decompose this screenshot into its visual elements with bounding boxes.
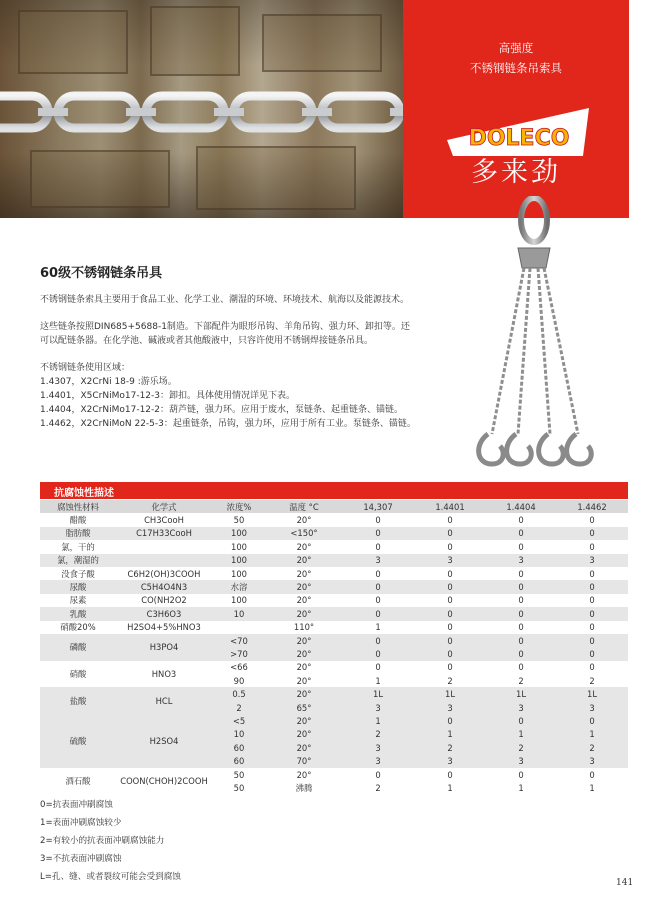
table-cell: 0 bbox=[414, 527, 486, 540]
usage-area-item: 1.4462，X2CrNiMoN 22-5-3：起重链条，吊钩，强力环，应用于所有工业。泵链条、锚链。 bbox=[40, 419, 416, 429]
table-cell: 0 bbox=[556, 714, 628, 727]
product-paragraph-2-line-1: 这些链条按照DIN685+5688-1制造。下部配件为眼形吊钩、羊角吊钩、强力环、卸扣等。还 bbox=[40, 322, 410, 332]
table-title-bar bbox=[40, 482, 628, 499]
table-cell: 乳酸 bbox=[40, 607, 116, 620]
table-cell: 沸腾 bbox=[295, 782, 313, 793]
table-title: 抗腐蚀性描述 bbox=[54, 488, 114, 499]
table-row bbox=[40, 634, 628, 647]
table-cell: 0 bbox=[447, 662, 453, 673]
usage-area-item: 1.4404，X2CrNiMo17-12-2：葫芦链，强力环。应用于废水，泵链条、起重链条、锚链。 bbox=[40, 405, 403, 415]
table-cell: 3 bbox=[556, 701, 628, 714]
usage-area-item: 1.4401，X5CrNiMo17-12-3：卸扣。具体使用情况详见下表。 bbox=[40, 391, 295, 401]
table-cell: 2 bbox=[212, 701, 266, 714]
table-cell: 10 bbox=[212, 728, 266, 741]
table-cell: 100 bbox=[231, 595, 247, 606]
table-cell: 0 bbox=[486, 714, 556, 727]
table-cell: 水溶 bbox=[212, 580, 266, 593]
table-cell: 0 bbox=[518, 769, 524, 780]
table-cell: 110° bbox=[293, 622, 315, 633]
table-cell: 0 bbox=[556, 580, 628, 593]
table-cell: 20° bbox=[296, 675, 312, 686]
table-cell: 2 bbox=[518, 675, 524, 686]
table-cell: 0 bbox=[556, 647, 628, 660]
table-cell: 1 bbox=[375, 622, 381, 633]
table-cell: 尿素 bbox=[69, 595, 87, 606]
table-cell: 1 bbox=[486, 728, 556, 741]
table-cell: 20° bbox=[296, 662, 312, 673]
table-cell: 0 bbox=[556, 527, 628, 540]
table-row bbox=[40, 768, 628, 781]
table-cell: 0 bbox=[414, 607, 486, 620]
table-cell: 0 bbox=[486, 647, 556, 660]
table-cell: 20° bbox=[296, 541, 312, 552]
table-cell: 2 bbox=[342, 728, 414, 741]
table-cell: 0 bbox=[375, 595, 381, 606]
brand-tagline bbox=[403, 38, 629, 78]
tagline-line-2: 不锈钢链条吊索具 bbox=[470, 61, 562, 75]
table-cell: 0 bbox=[518, 568, 524, 579]
hero-chain-photo bbox=[0, 0, 403, 218]
table-cell: <66 bbox=[230, 662, 248, 673]
table-cell: 0 bbox=[556, 607, 628, 620]
product-paragraph-1: 不锈钢链条索具主要用于食品工业、化学工业、潮湿的环境、环境技术、航海以及能源技术。 bbox=[40, 295, 410, 305]
column-header: 1.4401 bbox=[414, 500, 486, 513]
table-cell: H2SO4 bbox=[116, 714, 212, 768]
table-row bbox=[40, 714, 628, 727]
legend-item: 2=有较小的抗表面冲刷腐蚀能力 bbox=[40, 836, 165, 846]
table-cell: 1 bbox=[556, 728, 628, 741]
table-cell bbox=[116, 540, 212, 553]
table-cell: 1 bbox=[414, 728, 486, 741]
table-cell: C5H4O4N3 bbox=[116, 580, 212, 593]
table-cell: 硝酸 bbox=[69, 669, 87, 680]
table-cell: 尿酸 bbox=[40, 580, 116, 593]
table-cell: 醋酸 bbox=[69, 515, 87, 526]
table-cell: 脂肪酸 bbox=[40, 527, 116, 540]
table-cell: 50 bbox=[233, 769, 245, 780]
table-cell: 3 bbox=[556, 754, 628, 767]
table-cell: 60 bbox=[212, 754, 266, 767]
table-cell: 1L bbox=[486, 687, 556, 700]
table-cell: 0 bbox=[589, 568, 595, 579]
table-cell: 2 bbox=[447, 675, 453, 686]
table-cell: 磷酸 bbox=[40, 634, 116, 661]
table-cell: <5 bbox=[212, 714, 266, 727]
table-cell: 20° bbox=[296, 769, 312, 780]
table-cell: 1 bbox=[342, 714, 414, 727]
table-cell: 0 bbox=[589, 662, 595, 673]
table-cell: 2 bbox=[414, 741, 486, 754]
table-cell: 10 bbox=[212, 607, 266, 620]
corrosion-resistance-table bbox=[40, 500, 628, 795]
table-cell: 0 bbox=[447, 568, 453, 579]
table-cell: 3 bbox=[342, 554, 414, 567]
table-cell: 3 bbox=[342, 741, 414, 754]
table-cell: 70° bbox=[266, 754, 342, 767]
table-cell: 100 bbox=[212, 554, 266, 567]
table-cell: 盐酸 bbox=[40, 687, 116, 714]
table-cell: 氯，干的 bbox=[61, 541, 95, 552]
table-cell: 20° bbox=[266, 634, 342, 647]
table-cell: 1 bbox=[518, 782, 524, 793]
table-cell: C6H2(OH)3COOH bbox=[127, 568, 201, 579]
legend-item: 0=抗表面冲刷腐蚀 bbox=[40, 800, 113, 810]
table-cell: 2 bbox=[486, 741, 556, 754]
table-cell: 0 bbox=[447, 769, 453, 780]
table-cell: 0 bbox=[486, 527, 556, 540]
legend-item: 1=表面冲刷腐蚀较少 bbox=[40, 818, 122, 828]
table-cell: 1 bbox=[447, 782, 453, 793]
table-row bbox=[40, 567, 628, 580]
table-cell: 20° bbox=[266, 580, 342, 593]
column-header: 化学式 bbox=[116, 500, 212, 513]
table-cell: 0 bbox=[447, 541, 453, 552]
table-cell: 3 bbox=[486, 554, 556, 567]
table-cell: 硝酸20% bbox=[60, 622, 96, 633]
legend-item: L=孔、缝、或者裂纹可能会受到腐蚀 bbox=[40, 872, 181, 882]
table-cell: 20° bbox=[266, 607, 342, 620]
table-cell: 60 bbox=[212, 741, 266, 754]
table-row bbox=[40, 621, 628, 634]
brand-chinese-name: 多来劲 bbox=[471, 157, 561, 188]
table-cell: C17H33CooH bbox=[116, 527, 212, 540]
table-cell: CH3CooH bbox=[144, 515, 184, 526]
table-cell: C3H6O3 bbox=[116, 607, 212, 620]
table-cell: 65° bbox=[266, 701, 342, 714]
table-row bbox=[40, 580, 628, 593]
table-cell: 0 bbox=[486, 607, 556, 620]
legend-item: 3=不抗表面冲刷腐蚀 bbox=[40, 854, 122, 864]
table-cell: 2 bbox=[375, 782, 381, 793]
table-cell: 0 bbox=[589, 595, 595, 606]
table-row bbox=[40, 527, 628, 540]
table-cell: 0 bbox=[518, 541, 524, 552]
table-cell: 3 bbox=[414, 701, 486, 714]
chain-illustration bbox=[0, 88, 403, 136]
product-paragraph-2-line-2: 可以配链条器。在化学池、碱液或者其他酸液中，只容许使用不锈钢焊接链条吊具。 bbox=[40, 336, 374, 346]
four-leg-chain-sling-image bbox=[466, 196, 626, 472]
table-cell: H3PO4 bbox=[116, 634, 212, 661]
table-cell: 1L bbox=[556, 687, 628, 700]
table-cell: 0 bbox=[342, 607, 414, 620]
table-row bbox=[40, 540, 628, 553]
brand-panel bbox=[403, 0, 629, 218]
table-cell: 0 bbox=[447, 595, 453, 606]
table-cell: 0.5 bbox=[212, 687, 266, 700]
table-cell: 20° bbox=[296, 515, 312, 526]
table-cell: 0 bbox=[518, 662, 524, 673]
table-cell: 0 bbox=[414, 714, 486, 727]
table-cell: 0 bbox=[414, 634, 486, 647]
table-cell: 0 bbox=[518, 515, 524, 526]
page-number: 141 bbox=[616, 878, 634, 888]
column-header: 温度 °C bbox=[266, 500, 342, 513]
table-cell: 氯，潮湿的 bbox=[40, 554, 116, 567]
table-cell: 0 bbox=[486, 580, 556, 593]
table-cell: COON(CHOH)2COOH bbox=[120, 776, 208, 787]
doleco-logo-text: DOLECO bbox=[468, 126, 570, 151]
column-header: 1.4404 bbox=[486, 500, 556, 513]
table-cell: 3 bbox=[486, 754, 556, 767]
table-cell: 2 bbox=[589, 675, 595, 686]
table-cell: 100 bbox=[212, 527, 266, 540]
table-cell: 20° bbox=[296, 568, 312, 579]
tagline-line-1: 高强度 bbox=[498, 41, 534, 55]
column-header: 14,307 bbox=[342, 500, 414, 513]
table-cell: 3 bbox=[342, 754, 414, 767]
table-cell bbox=[212, 621, 266, 634]
table-cell: >70 bbox=[212, 647, 266, 660]
table-row bbox=[40, 607, 628, 620]
table-cell: 0 bbox=[518, 595, 524, 606]
table-cell: 0 bbox=[375, 541, 381, 552]
table-cell: 1L bbox=[414, 687, 486, 700]
table-cell: 硫酸 bbox=[40, 714, 116, 768]
product-title: 60级不锈钢链条吊具 bbox=[40, 266, 163, 281]
table-cell: 50 bbox=[233, 515, 245, 526]
table-row bbox=[40, 513, 628, 526]
table-cell: 0 bbox=[375, 515, 381, 526]
table-cell: 0 bbox=[486, 634, 556, 647]
table-cell: HCL bbox=[116, 687, 212, 714]
table-cell: 1 bbox=[375, 675, 381, 686]
column-header: 腐蚀性材料 bbox=[40, 500, 116, 513]
table-cell: 0 bbox=[414, 647, 486, 660]
table-cell: CO(NH2O2 bbox=[141, 595, 187, 606]
table-cell: 0 bbox=[589, 622, 595, 633]
table-cell: 0 bbox=[375, 662, 381, 673]
table-cell: 0 bbox=[414, 580, 486, 593]
table-cell: 3 bbox=[414, 754, 486, 767]
table-cell bbox=[116, 554, 212, 567]
table-cell: H2SO4+5%HNO3 bbox=[127, 622, 201, 633]
table-cell: 3 bbox=[486, 701, 556, 714]
table-cell: <150° bbox=[266, 527, 342, 540]
table-cell: 0 bbox=[375, 769, 381, 780]
table-cell: 0 bbox=[589, 769, 595, 780]
table-cell: 0 bbox=[589, 515, 595, 526]
table-row bbox=[40, 594, 628, 607]
table-row bbox=[40, 661, 628, 674]
table-cell: 酒石酸 bbox=[65, 776, 91, 787]
table-cell: 100 bbox=[231, 541, 247, 552]
table-cell: 0 bbox=[342, 647, 414, 660]
usage-area-item: 1.4307，X2CrNi 18-9 :游乐场。 bbox=[40, 377, 177, 387]
table-cell: 20° bbox=[266, 554, 342, 567]
table-row bbox=[40, 554, 628, 567]
table-cell: 0 bbox=[518, 622, 524, 633]
table-row bbox=[40, 687, 628, 700]
table-cell: 20° bbox=[266, 714, 342, 727]
table-cell: 0 bbox=[375, 568, 381, 579]
table-cell: 20° bbox=[266, 687, 342, 700]
table-cell: 没食子酸 bbox=[61, 568, 95, 579]
table-cell: 0 bbox=[342, 634, 414, 647]
table-cell: 3 bbox=[414, 554, 486, 567]
table-cell: 2 bbox=[556, 741, 628, 754]
table-header-row bbox=[40, 500, 628, 513]
table-cell: <70 bbox=[212, 634, 266, 647]
table-cell: 0 bbox=[556, 634, 628, 647]
table-cell: 20° bbox=[296, 595, 312, 606]
table-cell: 3 bbox=[556, 554, 628, 567]
table-cell: HNO3 bbox=[151, 669, 177, 680]
column-header: 浓度% bbox=[212, 500, 266, 513]
table-cell: 0 bbox=[342, 580, 414, 593]
table-cell: 20° bbox=[266, 741, 342, 754]
table-cell: 0 bbox=[342, 527, 414, 540]
table-cell: 0 bbox=[589, 541, 595, 552]
table-cell: 20° bbox=[266, 728, 342, 741]
table-cell: 1 bbox=[589, 782, 595, 793]
table-cell: 0 bbox=[447, 622, 453, 633]
table-cell: 1L bbox=[342, 687, 414, 700]
table-cell: 0 bbox=[447, 515, 453, 526]
table-cell: 20° bbox=[266, 647, 342, 660]
table-cell: 90 bbox=[233, 675, 245, 686]
column-header: 1.4462 bbox=[556, 500, 628, 513]
table-cell: 100 bbox=[231, 568, 247, 579]
usage-areas-title: 不锈钢链条使用区域： bbox=[40, 363, 131, 373]
table-cell: 3 bbox=[342, 701, 414, 714]
table-cell: 50 bbox=[233, 782, 245, 793]
